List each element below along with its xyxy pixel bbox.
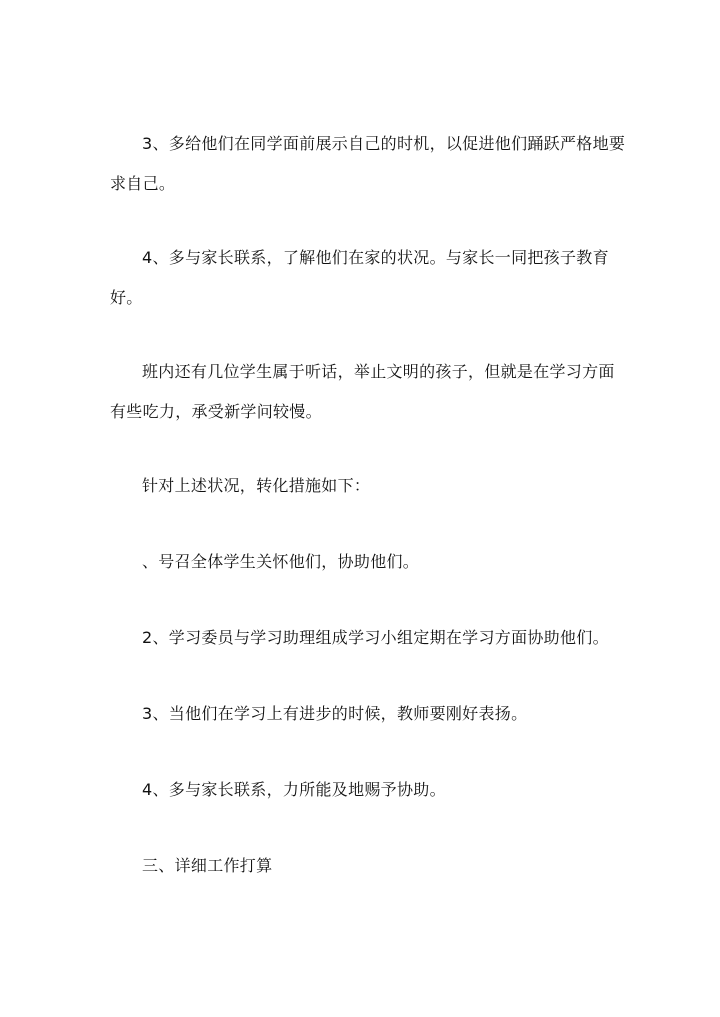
paragraph-measures-intro: 针对上述状况，转化措施如下： [142, 476, 371, 495]
paragraph-measure-2: 2、学习委员与学习助理组成学习小组定期在学习方面协助他们。 [142, 628, 609, 647]
paragraph-measure-1: 、号召全体学生关怀他们，协助他们。 [142, 552, 420, 571]
paragraph-item-4-parent-contact: 4、多与家长联系，了解他们在家的状况。与家长一同把孩子教育好。 [110, 248, 609, 307]
paragraph-measure-4: 4、多与家长联系，力所能及地赐予协助。 [142, 780, 446, 799]
section-heading-work-plan: 三、详细工作打算 [142, 856, 273, 875]
paragraph-struggling-students: 班内还有几位学生属于听话，举止文明的孩子，但就是在学习方面有些吃力，承受新学问较慢。 [110, 362, 615, 421]
paragraph-item-3-showcase: 3、多给他们在同学面前展示自己的时机，以促进他们踊跃严格地要求自己。 [110, 134, 626, 193]
paragraph-measure-3: 3、当他们在学习上有进步的时候，教师要刚好表扬。 [142, 704, 528, 723]
